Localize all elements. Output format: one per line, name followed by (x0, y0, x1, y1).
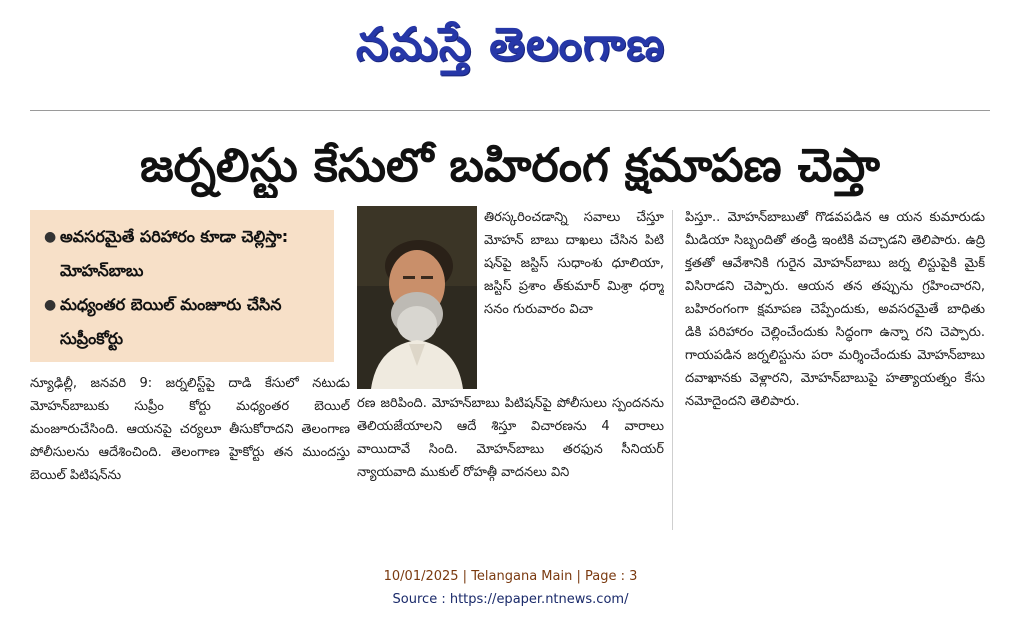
portrait-image (357, 206, 477, 389)
footer-edition-info: 10/01/2025 | Telangana Main | Page : 3 (383, 569, 638, 584)
bullet-icon: ● (44, 297, 57, 313)
article-column-3 (685, 206, 985, 536)
header-divider (30, 110, 990, 111)
article-paragraph: పిస్తూ.. మోహన్‌బాబుతో గొడవపడిన ఆ యన కుమారుడు మీడియా సిబ్బందితో తండ్రి ఇంటికి వచ్చాడని తెలిపారు. ఉద్రి క్తతతో ఆవేశానికి గురైన మోహన్‌బాబు జర్న లిస్టుపైకి మైక్ విసిరాడని చెప్పారు. ఆయన తన తప్పును గ్రహించారని, బహిరంగంగా క్షమాపణ చెప్పేందుకు, అవసరమైతే బాధితు డికి పరిహారం చెల్లించేందుకు సిద్ధంగా ఉన్నా రని చెప్పారు. గాయపడిన జర్నలిస్టును పరా మర్శించేందుకు మోహన్‌బాబు దవాఖానకు వెళ్లారని, మోహన్‌బాబుపై హత్యాయత్నం కేసు నమోదైందని తెలిపారు. (685, 210, 985, 409)
highlight-item (44, 220, 324, 288)
masthead-logo: నమస్తే తెలంగాణ (355, 17, 666, 71)
article-column-2-bottom (357, 392, 664, 534)
column-divider (672, 210, 673, 530)
footer-source-link[interactable]: Source : https://epaper.ntnews.com/ (392, 592, 629, 607)
highlight-text: మధ్యంతర బెయిల్ మంజూరు చేసిన సుప్రీంకోర్టు (60, 295, 282, 348)
article-paragraph: రణ జరిపింది. మోహన్‌బాబు పిటిషన్‌పై పోలీసులు స్పందనను తెలియజేయాలని ఆదే శిస్తూ విచారణను 4 వారాలు వాయిదావే సింది. మోహన్‌బాబు తరఫున సీనియర్ న్యాయవాది ముకుల్ రోహత్గీ వాదనలు విని (357, 396, 664, 480)
article-column-1 (30, 372, 350, 542)
highlight-item (44, 288, 324, 356)
highlight-text: అవసరమైతే పరిహారం కూడా చెల్లిస్తా: మోహన్‌బాబు (60, 227, 289, 280)
bullet-icon: ● (44, 229, 57, 245)
headline: జర్నలిస్టు కేసులో బహిరంగ క్షమాపణ చెప్తా (140, 138, 880, 192)
highlights-box (30, 210, 334, 362)
masthead (0, 0, 1021, 100)
article-paragraph: తిరస్కరించడాన్ని సవాలు చేస్తూ మోహన్ బాబు దాఖలు చేసిన పిటి షన్‌పై జస్టిస్ సుధాంశు ధూలియా, జస్టిస్ ప్రశాం త్‌కుమార్ మిశ్రా ధర్మా సనం గురువారం విచా (484, 210, 664, 317)
article-column-2-top (484, 206, 664, 392)
portrait-photo (357, 206, 477, 389)
article-paragraph: న్యూఢిల్లీ, జనవరి 9: జర్నలిస్ట్‌పై దాడి కేసులో నటుడు మోహన్‌బాబుకు సుప్రీం కోర్టు మధ్యంతర బెయిల్ మంజూరుచేసింది. ఆయనపై చర్యలూ తీసుకోరాదని తెలంగాణ పోలీసులను ఆదేశించింది. తెలంగాణ హైకోర్టు తన ముందస్తు బెయిల్ పిటిషన్‌ను (30, 376, 350, 483)
